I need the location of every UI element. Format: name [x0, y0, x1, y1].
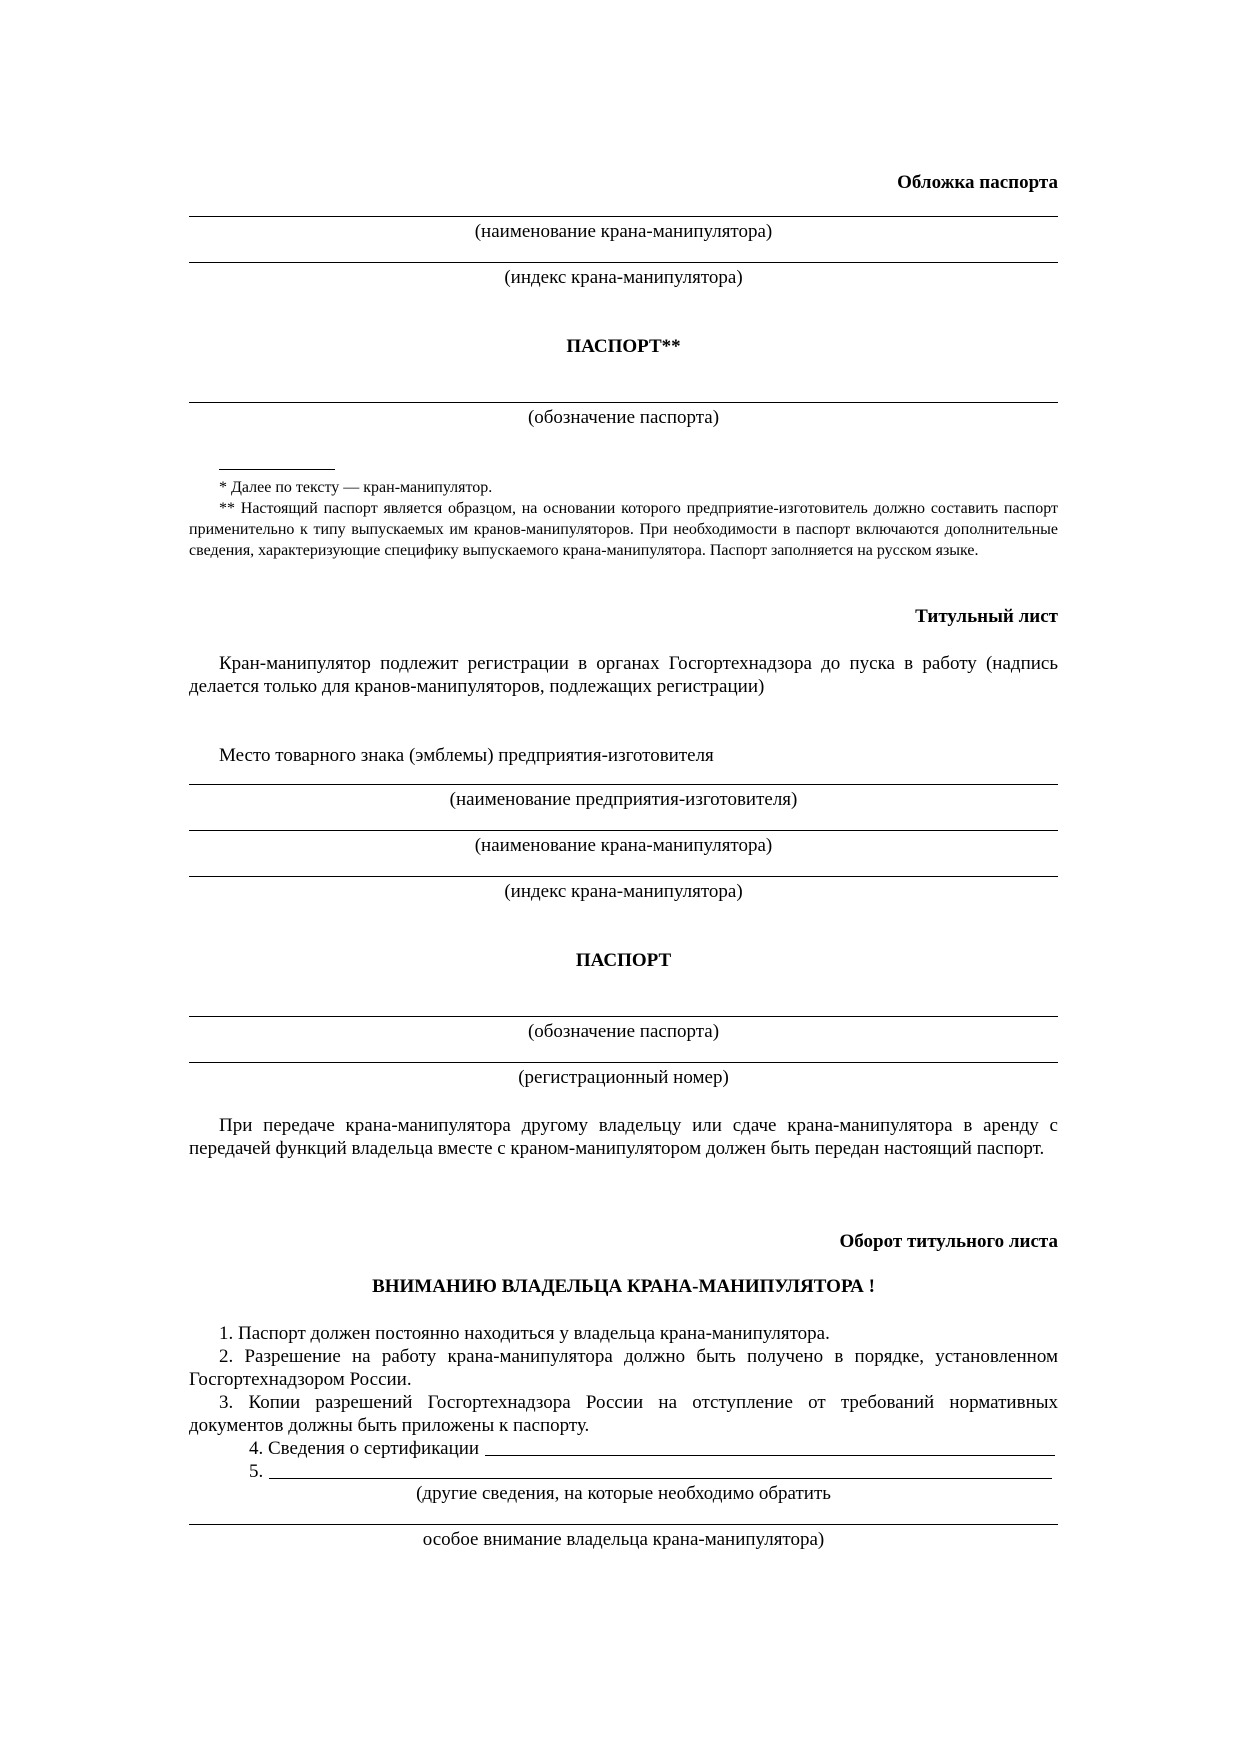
emblem-placeholder-text: Место товарного знака (эмблемы) предприятия-изготовителя — [219, 745, 714, 766]
footnote-1: * Далее по тексту — кран-манипулятор. — [219, 479, 493, 496]
caption-crane-index: (индекс крана-манипулятора) — [504, 881, 743, 902]
footnote-separator — [219, 469, 335, 470]
transfer-note: При передаче крана-манипулятора другому владельцу или сдаче крана-манипулятора в аренду с передачей функций владельца вместе с краном-манипулятором должен быть передан настоящий паспорт. — [189, 1115, 1058, 1159]
passport-title: ПАСПОРТ** — [566, 336, 681, 357]
instruction-item-1: 1. Паспорт должен постоянно находиться у владельца крана-манипулятора. — [219, 1323, 830, 1344]
instruction-item-2: 2. Разрешение на работу крана-манипулятора должно быть получено в порядке, установленном Госгортехнадзором России. — [189, 1346, 1058, 1390]
blank-line — [189, 876, 1058, 877]
registration-note: Кран-манипулятор подлежит регистрации в органах Госгортехнадзора до пуска в работу (надпись делается только для кранов-манипуляторов, подлежащих регистрации) — [189, 653, 1058, 697]
footnote-2: ** Настоящий паспорт является образцом, на основании которого предприятие-изготовитель должно составить паспорт применительно к типу выпускаемых им кранов-манипуляторов. При необходимости в паспорт включаются дополнительные сведения, характеризующие специфику выпускаемого крана-манипулятора. Паспорт заполняется на русском языке. — [189, 500, 1058, 559]
reverse-heading: Оборот титульного листа — [839, 1231, 1058, 1252]
blank-line — [189, 784, 1058, 785]
instruction-item-5 — [189, 1460, 1058, 1483]
instruction-item-4 — [189, 1437, 1058, 1460]
blank-line — [189, 402, 1058, 403]
caption-manufacturer: (наименование предприятия-изготовителя) — [449, 789, 798, 810]
item-5-label: 5. — [249, 1461, 264, 1482]
caption-crane-index: (индекс крана-манипулятора) — [504, 267, 743, 288]
blank-line — [189, 830, 1058, 831]
blank-line — [189, 216, 1058, 217]
title-page-heading: Титульный лист — [915, 606, 1058, 627]
passport-title: ПАСПОРТ — [575, 950, 672, 971]
cover-heading: Обложка паспорта — [897, 172, 1058, 193]
caption-crane-name: (наименование крана-манипулятора) — [474, 221, 773, 242]
caption-other-info-2: особое внимание владельца крана-манипулятора) — [422, 1529, 825, 1550]
blank-line — [189, 1016, 1058, 1017]
item-5-fill-line — [269, 1478, 1052, 1479]
blank-line — [189, 262, 1058, 263]
caption-crane-name: (наименование крана-манипулятора) — [474, 835, 773, 856]
blank-line — [189, 1524, 1058, 1525]
caption-registration-number: (регистрационный номер) — [518, 1067, 729, 1088]
attention-heading: ВНИМАНИЮ ВЛАДЕЛЬЦА КРАНА-МАНИПУЛЯТОРА ! — [372, 1276, 875, 1297]
certification-label: 4. Сведения о сертификации — [249, 1438, 480, 1459]
caption-other-info-1: (другие сведения, на которые необходимо обратить — [416, 1483, 831, 1504]
certification-fill-line — [485, 1455, 1055, 1456]
instruction-item-3: 3. Копии разрешений Госгортехнадзора России на отступление от требований нормативных документов должны быть приложены к паспорту. — [189, 1392, 1058, 1436]
caption-passport-designation: (обозначение паспорта) — [527, 407, 720, 428]
blank-line — [189, 1062, 1058, 1063]
caption-passport-designation: (обозначение паспорта) — [527, 1021, 720, 1042]
